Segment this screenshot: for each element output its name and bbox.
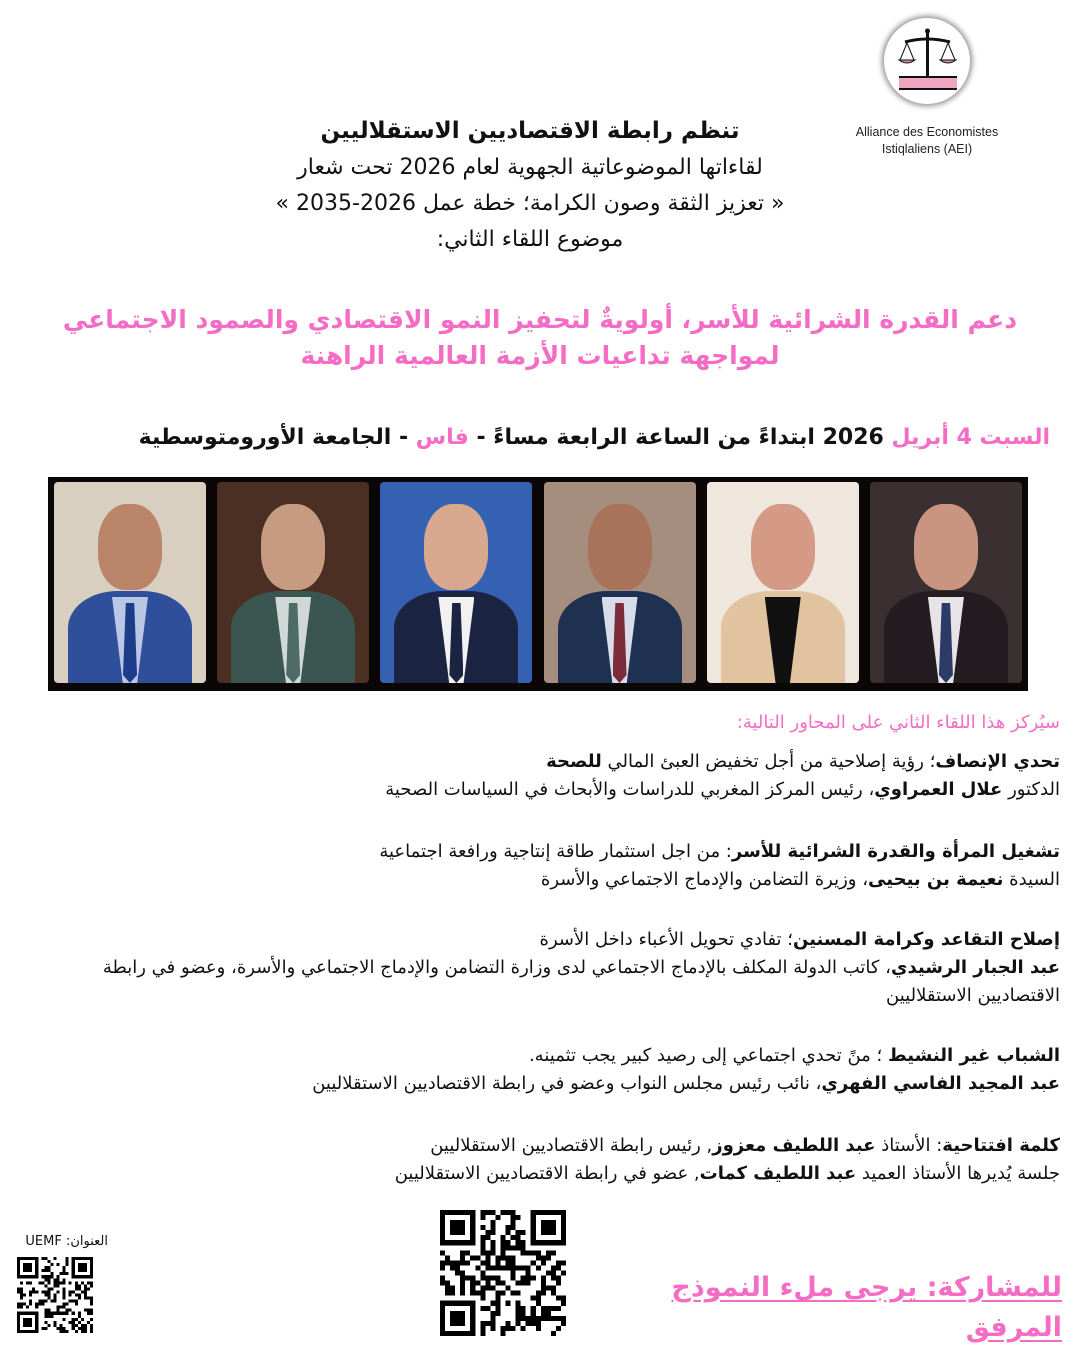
speaker-name: علال العمراوي: [874, 779, 1003, 800]
axis-2-topic: [300, 838, 1060, 866]
axis-1: [300, 748, 1060, 804]
speaker-role: ، كاتب الدولة المكلف بالإدماج الاجتماعي لدى وزارة التضامن والإدماج الاجتماعي والأسرة، وعضو في رابطة الاقتصاديين الاستقلاليين: [102, 957, 1060, 1006]
axis-4: [160, 1042, 1060, 1098]
speakers-photo-strip: [48, 477, 1028, 691]
speaker-title: السيدة: [1003, 869, 1060, 890]
logo-line-2: Istiqlaliens (AEI): [881, 142, 973, 156]
scales-of-justice-icon: [897, 28, 959, 94]
speaker-role: ، رئيس المركز المغربي للدراسات والأبحاث في السياسات الصحية: [385, 779, 875, 800]
speaker-photo-1: [54, 482, 206, 683]
axis-3-speaker: [15, 954, 1060, 1010]
slogan-line: « تعزيز الثقة وصون الكرامة؛ خطة عمل 2026-2035 »: [275, 191, 785, 216]
axis-1-desc: ؛ رؤية إصلاحية من أجل تخفيض العبئ المالي: [601, 751, 936, 772]
moderator-prefix: جلسة يُديرها الأستاذ العميد: [856, 1163, 1060, 1184]
axis-4-title: الشباب غير النشيط: [887, 1045, 1060, 1066]
axis-4-desc: ؛ منً تحدي اجتماعي إلى رصيد كبير يجب تثمينه.: [528, 1045, 888, 1066]
speaker-photo-3: [380, 482, 532, 683]
moderator-name: عبد اللطيف كمات: [699, 1163, 857, 1184]
logo-emblem: [884, 18, 970, 104]
moderator-line: [300, 1160, 1060, 1188]
theme-line-2: لمواجهة تداعيات الأزمة العالمية الراهنة: [300, 341, 780, 370]
axis-2: [300, 838, 1060, 894]
event-venue: - الجامعة الأورومتوسطية: [138, 425, 416, 450]
intro-heading: [200, 112, 860, 258]
axis-2-desc: : من اجل استثمار طاقة إنتاجية ورافعة اجتماعية: [379, 841, 732, 862]
axis-1-title: تحدي الإنصاف: [935, 751, 1060, 772]
date-location-line: [20, 420, 1050, 456]
moderator-role: , عضو في رابطة الاقتصاديين الاستقلاليين: [394, 1163, 700, 1184]
event-date: السبت 4 أبريل: [891, 425, 1050, 450]
axis-3-desc: ؛ تفادي تحويل الأعباء داخل الأسرة: [539, 929, 794, 950]
portrait-face: [261, 504, 325, 590]
portrait-face: [588, 504, 652, 590]
series-line: لقاءاتها الموضوعاتية الجهوية لعام 2026 تحت شعار: [297, 155, 763, 180]
portrait-face: [914, 504, 978, 590]
opening-prefix: : الأستاذ: [875, 1135, 943, 1156]
event-city: فاس: [415, 425, 469, 450]
address-qr-code[interactable]: [17, 1257, 93, 1337]
axis-2-title: تشغيل المرأة والقدرة الشرائية للأسر: [731, 841, 1060, 862]
opening-speaker-role: , رئيس رابطة الاقتصاديين الاستقلاليين: [430, 1135, 713, 1156]
speaker-role: ، وزيرة التضامن والإدماج الاجتماعي والأسرة: [540, 869, 869, 890]
axis-1-title-end: للصحة: [546, 751, 602, 772]
registration-qr-code[interactable]: [440, 1210, 566, 1340]
portrait-face: [424, 504, 488, 590]
axis-1-topic: [300, 748, 1060, 776]
axis-3-title: إصلاح التقاعد وكرامة المسنين: [793, 929, 1060, 950]
speaker-name: عبد المجيد الفاسي الفهري: [821, 1073, 1060, 1094]
axis-3-topic: [15, 926, 1060, 954]
axis-4-speaker: [160, 1070, 1060, 1098]
opening-speech: [300, 1132, 1060, 1160]
event-theme: [0, 302, 1080, 374]
opening-speaker-name: عبد اللطيف معزوز: [712, 1135, 876, 1156]
axes-intro: سيُركز هذا اللقاء الثاني على المحاور التالية:: [736, 712, 1060, 733]
theme-line-1: دعم القدرة الشرائية للأسر، أولويةٌ لتحفيز النمو الاقتصادي والصمود الاجتماعي: [62, 305, 1018, 334]
opening-label: كلمة افتتاحية: [942, 1135, 1060, 1156]
speaker-name: عبد الجبار الرشيدي: [890, 957, 1060, 978]
speaker-photo-5: [707, 482, 859, 683]
axis-4-topic: [160, 1042, 1060, 1070]
opening-and-moderator: [300, 1132, 1060, 1188]
speaker-photo-6: [870, 482, 1022, 683]
axis-3: [15, 926, 1060, 1010]
speaker-role: ، نائب رئيس مجلس النواب وعضو في رابطة الاقتصاديين الاستقلاليين: [312, 1073, 822, 1094]
aei-logo: [832, 6, 1072, 156]
logo-text: [832, 124, 1022, 158]
address-label: العنوان: UEMF: [25, 1234, 108, 1249]
speaker-name: نعيمة بن بيحيى: [868, 869, 1004, 890]
organizer-line: تنظم رابطة الاقتصاديين الاستقلاليين: [320, 118, 740, 144]
portrait-face: [98, 504, 162, 590]
logo-line-1: Alliance des Economistes: [855, 125, 999, 139]
event-time: 2026 ابتداءً من الساعة الرابعة مساءً -: [468, 425, 892, 450]
axis-1-speaker: [300, 776, 1060, 804]
speaker-photo-2: [217, 482, 369, 683]
registration-link[interactable]: للمشاركة: يرجى ملء النموذج المرفق: [671, 1272, 1062, 1343]
speaker-title: الدكتور: [1002, 779, 1060, 800]
portrait-face: [751, 504, 815, 590]
topic-label: موضوع اللقاء الثاني:: [436, 227, 624, 252]
speaker-photo-4: [544, 482, 696, 683]
axis-2-speaker: [300, 866, 1060, 894]
